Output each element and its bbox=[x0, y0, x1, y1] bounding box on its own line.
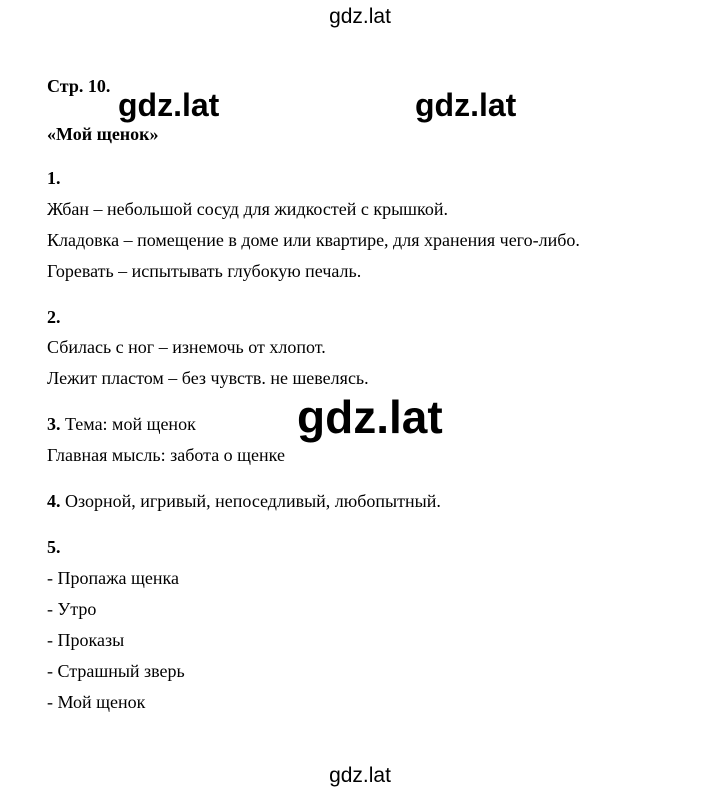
task-2-number: 2. bbox=[47, 307, 61, 327]
task-1-line-2: Кладовка – помещение в доме или квартире, для хранения чего-либо. bbox=[47, 230, 580, 250]
task-2-line-1: Сбилась с ног – изнемочь от хлопот. bbox=[47, 337, 326, 357]
page-title: «Мой щенок» bbox=[47, 124, 159, 144]
task-2-line-2: Лежит пластом – без чувств. не шевелясь. bbox=[47, 368, 369, 388]
task-3-main-idea: Главная мысль: забота о щенке bbox=[47, 445, 285, 465]
watermark-bottom: gdz.lat bbox=[329, 764, 391, 787]
task-5-item-5: - Мой щенок bbox=[47, 692, 146, 712]
task-1-line-3: Горевать – испытывать глубокую печаль. bbox=[47, 261, 362, 281]
task-3-number: 3. bbox=[47, 414, 61, 434]
task-5-number: 5. bbox=[47, 537, 61, 557]
task-3-theme: Тема: мой щенок bbox=[60, 414, 196, 434]
task-5-item-1: - Пропажа щенка bbox=[47, 568, 179, 588]
task-1-line-1: Жбан – небольшой сосуд для жидкостей с крышкой. bbox=[47, 199, 449, 219]
task-3-line bbox=[47, 415, 196, 433]
task-4-number: 4. bbox=[47, 491, 61, 511]
task-5-item-3: - Проказы bbox=[47, 630, 125, 650]
watermark-overlay-3: gdz.lat bbox=[297, 391, 443, 443]
task-1-number: 1. bbox=[47, 168, 61, 188]
watermark-overlay-1: gdz.lat bbox=[118, 87, 220, 123]
task-5-item-4: - Страшный зверь bbox=[47, 661, 185, 681]
page-number: Стр. 10. bbox=[47, 76, 111, 96]
watermark-overlay-2: gdz.lat bbox=[415, 87, 517, 123]
task-5-item-2: - Утро bbox=[47, 599, 97, 619]
watermark-top: gdz.lat bbox=[329, 5, 391, 28]
task-4-text: Озорной, игривый, непоседливый, любопытный. bbox=[60, 491, 441, 511]
task-4-line bbox=[47, 492, 441, 510]
